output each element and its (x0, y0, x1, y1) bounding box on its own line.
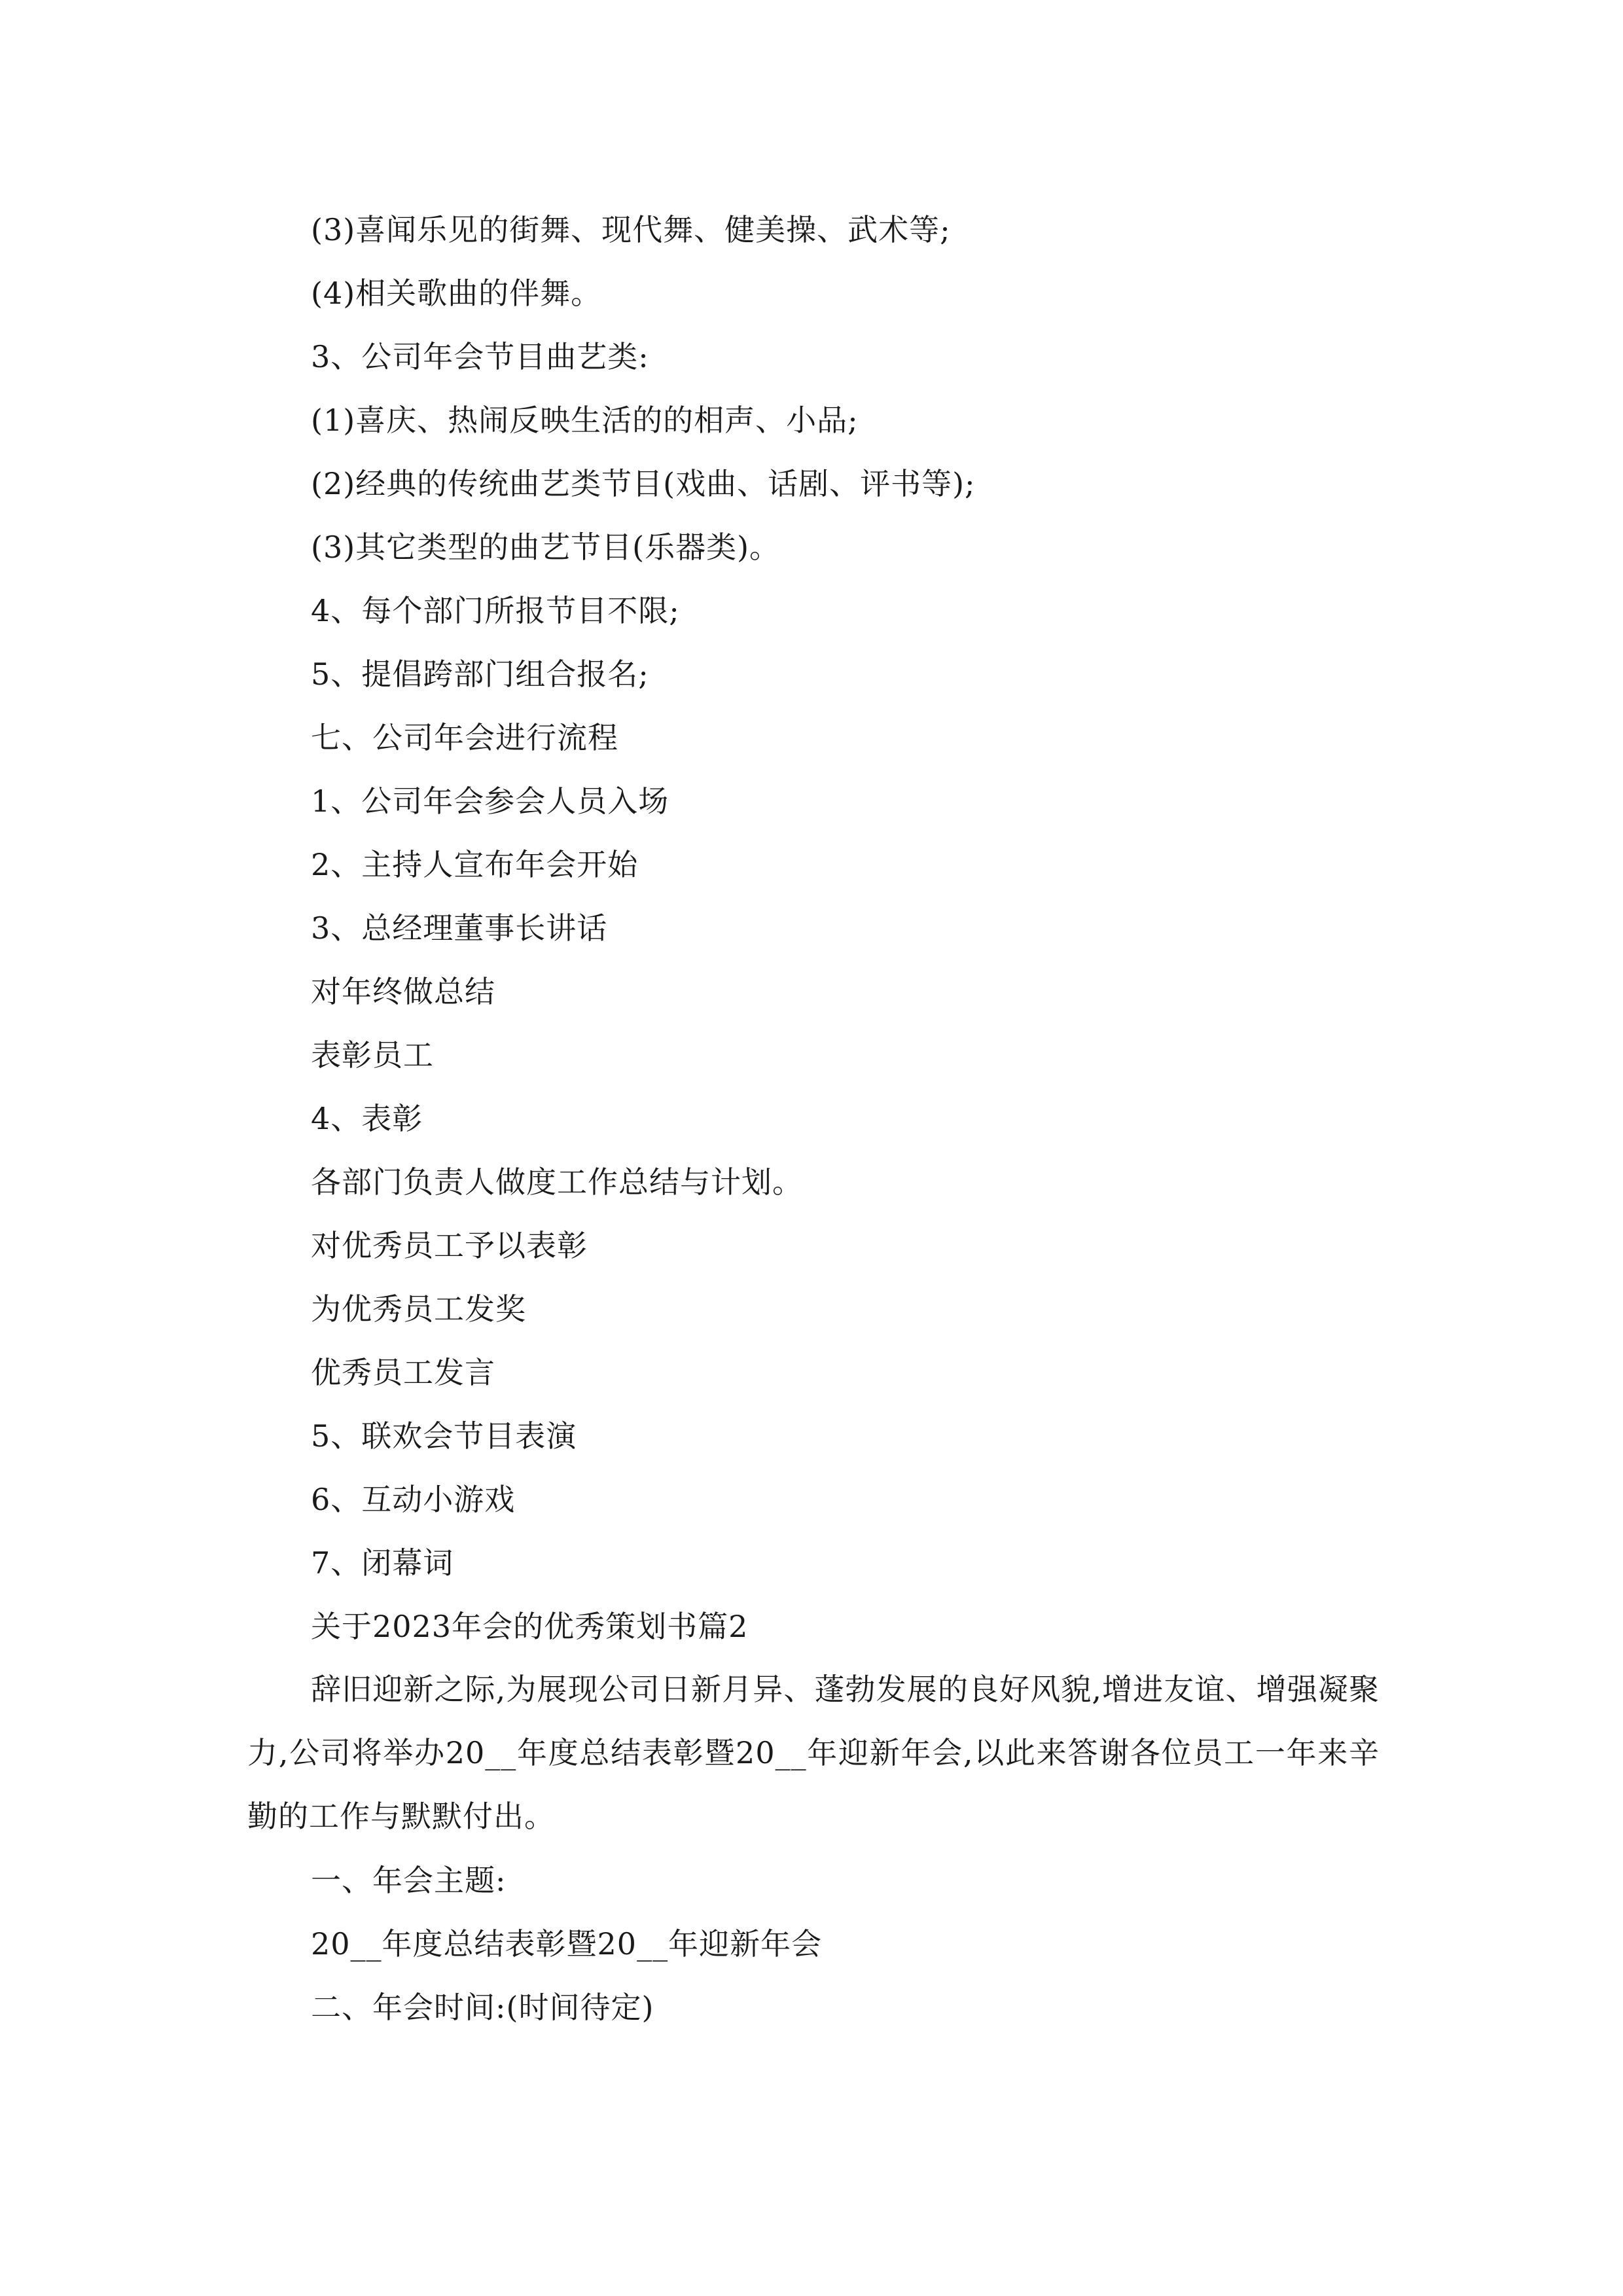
text-line: 20__年度总结表彰暨20__年迎新年会 (311, 1926, 823, 1962)
section-heading: 一、年会主题: (311, 1863, 507, 1898)
text-line: 对年终做总结 (311, 974, 495, 1009)
text-line: 为优秀员工发奖 (311, 1291, 526, 1327)
text-line: 2、主持人宣布年会开始 (311, 847, 639, 882)
text-line: (3)喜闻乐见的街舞、现代舞、健美操、武术等; (311, 212, 951, 247)
text-line: 4、每个部门所报节目不限; (311, 593, 680, 628)
text-line: (1)喜庆、热闹反映生活的的相声、小品; (311, 403, 859, 438)
text-line: (4)相关歌曲的伴舞。 (311, 276, 602, 311)
text-line: 6、互动小游戏 (311, 1482, 516, 1517)
text-line: 对优秀员工予以表彰 (311, 1228, 588, 1263)
text-line: 3、总经理董事长讲话 (311, 910, 608, 946)
text-line: 表彰员工 (311, 1037, 434, 1073)
text-line: 优秀员工发言 (311, 1355, 495, 1390)
text-line: 4、表彰 (311, 1101, 423, 1136)
section-heading: 七、公司年会进行流程 (311, 720, 618, 755)
text-line: 各部门负责人做度工作总结与计划。 (311, 1164, 803, 1200)
section-heading: 二、年会时间:(时间待定) (311, 1990, 654, 2025)
text-line: (3)其它类型的曲艺节目(乐器类)。 (311, 529, 781, 565)
text-line: 1、公司年会参会人员入场 (311, 783, 669, 819)
text-line: 5、提倡跨部门组合报名; (311, 656, 649, 692)
text-line: 5、联欢会节目表演 (311, 1418, 577, 1454)
article-title: 关于2023年会的优秀策划书篇2 (311, 1609, 749, 1644)
text-line: (2)经典的传统曲艺类节目(戏曲、话剧、评书等); (311, 466, 976, 501)
text-line: 3、公司年会节目曲艺类: (311, 339, 649, 374)
intro-paragraph: 辞旧迎新之际,为展现公司日新月异、蓬勃发展的良好风貌,增进友谊、增强凝聚力,公司将举办20__年度总结表彰暨20__年迎新年会,以此来答谢各位员工一年来辛勤的工作与默默付出。 (247, 1672, 1380, 1834)
text-line: 7、闭幕词 (311, 1545, 454, 1581)
